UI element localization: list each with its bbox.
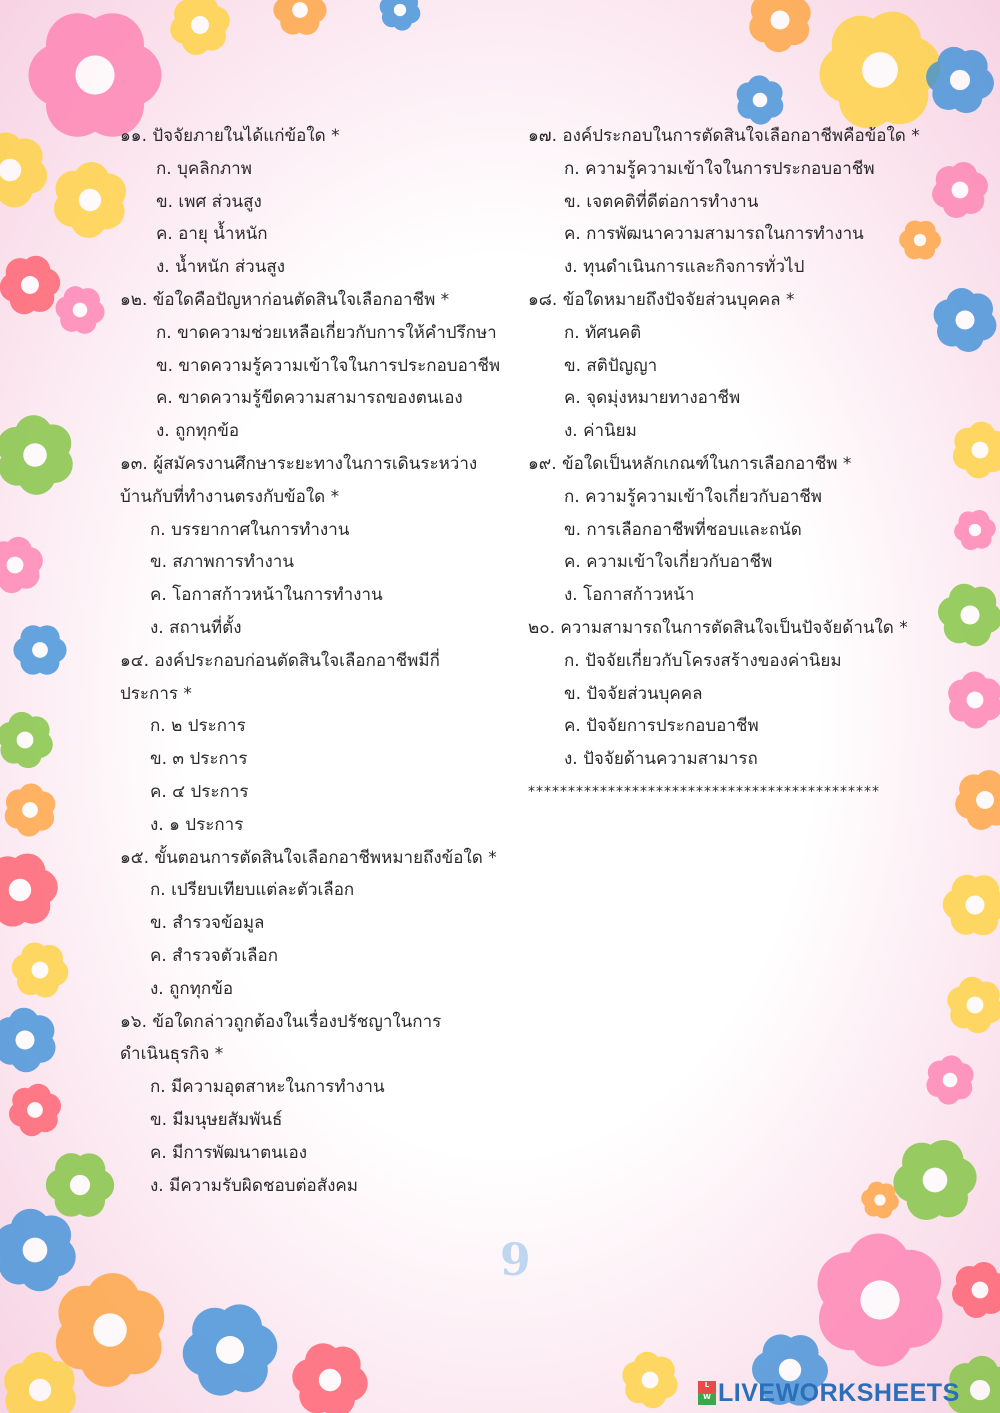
flower-icon <box>29 13 162 137</box>
flower-center <box>7 557 24 574</box>
flower-center <box>319 1369 341 1391</box>
flower-icon <box>952 1262 1000 1318</box>
flower-center <box>972 1282 989 1299</box>
flower-icon <box>55 286 104 334</box>
q15-option-a[interactable]: ก. เปรียบเทียบแต่ละตัวเลือก <box>150 880 355 901</box>
q20-option-b[interactable]: ข. ปัจจัยส่วนบุคคล <box>564 683 703 704</box>
question-12: ๑๒. ข้อใดคือปัญหาก่อนตัดสินใจเลือกอาชีพ * <box>120 289 450 310</box>
question-16-line2: ดำเนินธุรกิจ * <box>120 1044 224 1065</box>
flower-icon <box>0 256 60 315</box>
q18-option-d[interactable]: ง. ค่านิยม <box>564 421 637 442</box>
q18-option-c[interactable]: ค. จุดมุ่งหมายทางอาชีพ <box>564 388 741 409</box>
q18-option-b[interactable]: ข. สติปัญญา <box>564 355 658 376</box>
brand-badge-icon <box>698 1381 716 1405</box>
flower-center <box>15 1030 34 1049</box>
flower-center <box>965 895 984 914</box>
brand-text: LIVEWORKSHEETS <box>718 1378 960 1407</box>
brand-badge-letter-l: L <box>698 1381 716 1393</box>
flower-center <box>93 1313 127 1347</box>
question-13-line2: บ้านกับที่ทำงานตรงกับข้อใด * <box>120 486 340 507</box>
flower-center <box>70 1175 90 1195</box>
question-18: ๑๘. ข้อใดหมายถึงปัจจัยส่วนบุคคล * <box>528 289 795 310</box>
flower-center <box>79 189 101 211</box>
flower-center <box>216 1336 244 1364</box>
q11-option-b[interactable]: ข. เพศ ส่วนสูง <box>156 191 262 212</box>
flower-icon <box>749 0 810 52</box>
q16-option-a[interactable]: ก. มีความอุตสาหะในการทำงาน <box>150 1077 385 1098</box>
q13-option-d[interactable]: ง. สถานที่ตั้ง <box>150 617 242 638</box>
flower-center <box>29 1379 51 1401</box>
flower-center <box>950 70 970 90</box>
q13-option-c[interactable]: ค. โอกาสก้าวหน้าในการทำงาน <box>150 585 383 606</box>
flower-center <box>976 791 994 809</box>
flower-center <box>23 443 47 467</box>
flower-icon <box>932 162 988 218</box>
q20-option-c[interactable]: ค. ปัจจัยการประกอบอาชีพ <box>564 716 759 737</box>
flower-icon <box>938 584 1000 647</box>
q11-option-d[interactable]: ง. น้ำหนัก ส่วนสูง <box>156 257 286 278</box>
flower-icon <box>819 12 940 129</box>
question-17: ๑๗. องค์ประกอบในการตัดสินใจเลือกอาชีพคือข้อใด * <box>528 126 920 146</box>
question-20: ๒๐. ความสามารถในการตัดสินใจเป็นปัจจัยด้านใด * <box>528 617 908 638</box>
question-16-line1: ๑๖. ข้อใดกล่าวถูกต้องในเรื่องปรัชญาในการ <box>120 1011 442 1032</box>
flower-icon <box>5 783 56 836</box>
flower-icon <box>9 1084 61 1136</box>
flower-center <box>21 276 39 294</box>
q19-option-b[interactable]: ข. การเลือกอาชีพที่ชอบและถนัด <box>564 519 802 540</box>
flower-icon <box>170 0 230 55</box>
flower-icon <box>953 422 1000 479</box>
flower-icon <box>380 0 421 31</box>
q12-option-d[interactable]: ง. ถูกทุกข้อ <box>156 421 240 442</box>
flower-center <box>960 605 979 624</box>
flower-icon <box>0 1008 56 1073</box>
q15-option-b[interactable]: ข. สำรวจข้อมูล <box>150 913 265 934</box>
flower-icon <box>926 1055 973 1104</box>
q11-option-c[interactable]: ค. อายุ น้ำหนัก <box>156 224 268 245</box>
q19-option-c[interactable]: ค. ความเข้าใจเกี่ยวกับอาชีพ <box>564 552 773 573</box>
q17-option-a[interactable]: ก. ความรู้ความเข้าใจในการประกอบอาชีพ <box>564 158 875 179</box>
flower-center <box>75 55 114 94</box>
q16-option-b[interactable]: ข. มีมนุษยสัมพันธ์ <box>150 1109 283 1130</box>
q14-option-d[interactable]: ง. ๑ ประการ <box>150 814 244 835</box>
question-14-line2: ประการ * <box>120 683 192 704</box>
page-number: 9 <box>500 1235 531 1286</box>
flower-icon <box>861 1182 899 1219</box>
flower-icon <box>737 75 784 124</box>
flower-icon <box>817 1234 942 1367</box>
flower-center <box>955 310 974 329</box>
q20-option-a[interactable]: ก. ปัจจัยเกี่ยวกับโครงสร้างของค่านิยม <box>564 650 842 671</box>
brand-badge-letter-w: W <box>698 1393 716 1405</box>
q11-option-a[interactable]: ก. บุคลิกภาพ <box>156 158 252 179</box>
liveworksheets-logo <box>698 1380 960 1406</box>
flower-icon <box>0 415 73 495</box>
flower-icon <box>0 1209 76 1292</box>
flower-center <box>191 16 209 34</box>
q16-option-d[interactable]: ง. มีความรับผิดชอบต่อสังคม <box>150 1175 358 1196</box>
flower-center <box>23 1238 48 1263</box>
right-column <box>528 120 928 809</box>
q12-option-b[interactable]: ข. ขาดความรู้ความเข้าใจในการประกอบอาชีพ <box>156 355 501 376</box>
flower-icon <box>0 853 58 926</box>
q18-option-a[interactable]: ก. ทัศนคติ <box>564 322 642 343</box>
q14-option-a[interactable]: ก. ๒ ประการ <box>150 716 246 737</box>
flower-icon <box>954 510 996 550</box>
question-15: ๑๕. ขั้นตอนการตัดสินใจเลือกอาชีพหมายถึงข้อใด * <box>120 847 497 868</box>
q13-option-a[interactable]: ก. บรรยากาศในการทำงาน <box>150 519 350 540</box>
q12-option-c[interactable]: ค. ขาดความรู้ขีดความสามารถของตนเอง <box>156 388 463 409</box>
flower-center <box>73 303 88 318</box>
q17-option-c[interactable]: ค. การพัฒนาความสามารถในการทำงาน <box>564 224 864 245</box>
flower-center <box>862 52 898 88</box>
flower-icon <box>934 288 997 352</box>
flower-center <box>972 442 989 459</box>
left-column <box>120 120 510 1202</box>
flower-center <box>943 1073 958 1088</box>
flower-center <box>22 802 38 818</box>
question-19: ๑๙. ข้อใดเป็นหลักเกณฑ์ในการเลือกอาชีพ * <box>528 453 852 474</box>
flower-icon <box>292 1343 367 1413</box>
flower-center <box>27 1102 43 1118</box>
flower-center <box>874 1194 885 1205</box>
q17-option-b[interactable]: ข. เจตคติที่ดีต่อการทำงาน <box>564 191 759 212</box>
flower-center <box>32 642 48 658</box>
question-11: ๑๑. ปัจจัยภายในได้แก่ข้อใด * <box>120 126 340 146</box>
flower-center <box>969 524 981 536</box>
flower-center <box>770 10 789 29</box>
flower-icon <box>54 162 126 238</box>
flower-center <box>860 1280 899 1319</box>
flower-icon <box>943 875 1000 936</box>
flower-icon <box>948 672 1000 729</box>
q20-option-d[interactable]: ง. ปัจจัยด้านความสามารถ <box>564 749 758 770</box>
flower-center <box>952 182 969 199</box>
flower-icon <box>0 132 47 207</box>
flower-icon <box>12 942 69 997</box>
flower-icon <box>947 977 1000 1033</box>
flower-center <box>923 1168 948 1193</box>
q12-option-a[interactable]: ก. ขาดความช่วยเหลือเกี่ยวกับการให้คำปรึกษา <box>156 322 497 343</box>
q19-option-a[interactable]: ก. ความรู้ความเข้าใจเกี่ยวกับอาชีพ <box>564 486 823 507</box>
flower-center <box>970 1380 990 1400</box>
flower-icon <box>893 1140 976 1220</box>
question-13-line1: ๑๓. ผู้สมัครงานศึกษาระยะทางในการเดินระหว่าง <box>120 453 478 474</box>
flower-center <box>17 732 34 749</box>
flower-icon <box>622 1352 677 1408</box>
q14-option-b[interactable]: ข. ๓ ประการ <box>150 749 248 770</box>
flower-center <box>642 1372 659 1389</box>
flower-center <box>967 997 984 1014</box>
flower-icon <box>183 1304 278 1395</box>
flower-center <box>753 93 768 108</box>
q16-option-c[interactable]: ค. มีการพัฒนาตนเอง <box>150 1142 308 1163</box>
flower-icon <box>46 1153 114 1217</box>
flower-icon <box>0 537 43 593</box>
divider-stars: ******************************************** <box>528 783 880 800</box>
flower-center <box>394 4 406 16</box>
flower-icon <box>0 712 53 768</box>
flower-center <box>32 962 49 979</box>
q15-option-c[interactable]: ค. สำรวจตัวเลือก <box>150 945 279 966</box>
flower-center <box>292 2 308 18</box>
flower-icon <box>273 0 326 35</box>
q14-option-c[interactable]: ค. ๔ ประการ <box>150 781 249 802</box>
question-14-line1: ๑๔. องค์ประกอบก่อนตัดสินใจเลือกอาชีพมีกี่ <box>120 650 440 671</box>
q19-option-d[interactable]: ง. โอกาสก้าวหน้า <box>564 585 695 606</box>
q15-option-d[interactable]: ง. ถูกทุกข้อ <box>150 978 234 999</box>
q13-option-b[interactable]: ข. สภาพการทำงาน <box>150 552 294 573</box>
flower-center <box>967 692 984 709</box>
flower-center <box>9 879 31 901</box>
flower-icon <box>955 770 1000 830</box>
q17-option-d[interactable]: ง. ทุนดำเนินการและกิจการทั่วไป <box>564 257 805 278</box>
flower-icon <box>13 625 66 675</box>
